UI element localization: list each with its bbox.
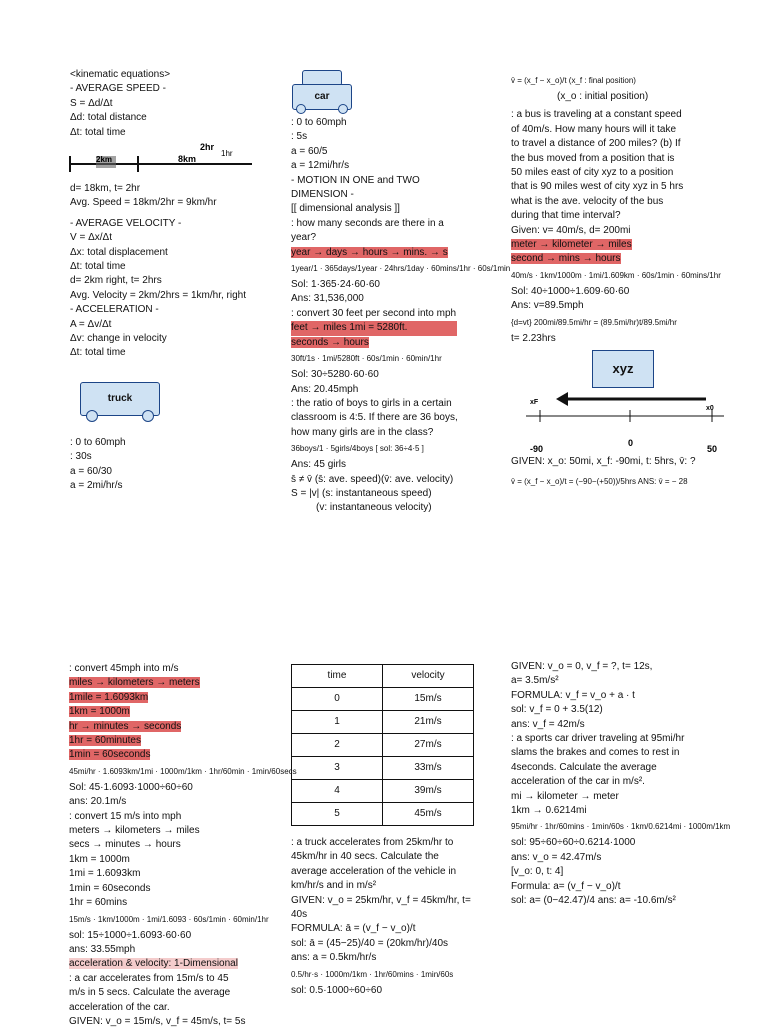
text-line: year? [291, 232, 317, 244]
text-line: Sol: 30÷5280·60·60 [291, 369, 379, 381]
formula-line: (x_o : initial position) [557, 91, 649, 102]
text-line: acceleration of the car in m/s². [511, 776, 645, 788]
text-line: 40s [291, 909, 308, 921]
text-line: : a sports car driver traveling at 95mi/hr [511, 733, 685, 745]
table-cell: 5 [292, 803, 383, 826]
table-cell: 39m/s [383, 780, 474, 803]
text-line: S = Δd/Δt [70, 97, 113, 109]
highlight-text: hr → minutes → seconds [69, 720, 182, 732]
text-line: : convert 45mph into m/s [69, 663, 179, 674]
tick-label: 50 [707, 444, 718, 454]
text-line: meters → kilometers → miles [69, 825, 200, 837]
text-line: classroom is 4:5. If there are 36 boys, [291, 412, 458, 424]
text-line: Sol: 45·1.6093·1000÷60÷60 [69, 781, 193, 793]
xf-label: xF [530, 399, 539, 406]
text-line: ans: 20.1m/s [69, 796, 127, 808]
text-line: ans: a = 0.5km/hr/s [291, 952, 377, 964]
text-line: Δx: total displacement [70, 246, 168, 258]
text-line: - MOTION IN ONE and TWO [291, 174, 420, 186]
text-line: 1hr = 60mins [69, 897, 128, 909]
table-cell: 0 [292, 688, 383, 711]
highlight-text: meter → kilometer → miles [511, 239, 632, 251]
truck-label: truck [80, 382, 160, 416]
text-line: : 5s [291, 131, 308, 143]
text-line: GIVEN: v_o = 25km/hr, v_f = 45km/hr, t= [291, 894, 471, 906]
text-line: : convert 15 m/s into mph [69, 810, 182, 822]
label-8km: 8km [178, 154, 197, 164]
text-line: km/hr/s and in m/s² [291, 880, 377, 892]
text-line: acceleration of the car. [69, 1001, 170, 1013]
text-line: : 30s [70, 451, 92, 463]
fraction-line: 30ft/1s · 1mi/5280ft · 60s/1min · 60min/1hr [291, 354, 442, 364]
fraction-line: {d=vt} 200mi/89.5mi/hr = (89.5mi/hr)t/89.5mi/hr [511, 317, 677, 327]
table-cell: 3 [292, 757, 383, 780]
text-line: d= 18km, t= 2hr [70, 183, 141, 194]
text-line: Ans: 31,536,000 [291, 293, 364, 305]
text-line: sol: 0.5·1000÷60÷60 [291, 984, 383, 996]
text-line: what is the ave. velocity of the bus [511, 195, 664, 207]
table-cell: 1 [292, 711, 383, 734]
text-line: 45km/hr in 40 secs. Calculate the [291, 851, 439, 863]
text-line: Ans: 45 girls [291, 459, 347, 471]
text-line: : how many seconds are there in a [291, 217, 444, 229]
text-line: 1km → 0.6214mi [511, 805, 587, 817]
city-xyz-box: xyz [592, 350, 654, 388]
text-line: sol: a= (0−42.47)/4 ans: a= -10.6m/s² [511, 895, 676, 907]
text-line: Δt: total time [70, 261, 126, 273]
wheel-icon [296, 104, 306, 114]
text-line: S = |v| (s: instantaneous speed) [291, 487, 432, 499]
text-line: a = 12mi/hr/s [291, 160, 350, 172]
table-header-row [292, 665, 474, 688]
col1-mid [70, 182, 246, 361]
text-line: : 0 to 60mph [70, 437, 126, 448]
fraction-line: 45mi/hr · 1.6093km/1mi · 1000m/1km · 1hr/60min · 1min/60secs [69, 766, 297, 776]
text-line: secs → minutes → hours [69, 839, 181, 851]
table-row [292, 803, 474, 826]
text-line: V = Δx/Δt [70, 232, 112, 244]
highlight-text: 1min = 60seconds [69, 749, 151, 761]
text-line: mi → kilometer → meter [511, 790, 619, 802]
text-line: 1km = 1000m [69, 853, 130, 865]
table-cell: 27m/s [383, 734, 474, 757]
text-line: Given: v= 40m/s, d= 200mi [511, 224, 631, 236]
highlight-text: feet → miles 1mi = 5280ft. [291, 321, 457, 335]
table-cell: 45m/s [383, 803, 474, 826]
text-line: GIVEN: v_o = 15m/s, v_f = 45m/s, t= 5s [69, 1015, 246, 1027]
text-line: Δv: change in velocity [70, 333, 167, 345]
text-line: a = 60/5 [291, 145, 328, 157]
highlight-text: seconds → hours [291, 336, 369, 348]
col4-text [69, 662, 297, 1029]
table-row [292, 711, 474, 734]
text-line: a = 60/30 [70, 465, 112, 477]
wheel-icon [142, 410, 154, 422]
text-line: the bus moved from a position that is [511, 152, 675, 164]
text-line: Formula: a= (v_f − v_o)/t [511, 880, 621, 892]
xo-label: x0 [706, 405, 714, 412]
table-cell: 15m/s [383, 688, 474, 711]
text-line: [v_o: 0, t: 4] [511, 866, 564, 878]
text-line: how many girls are in the class? [291, 426, 434, 438]
text-line: : a car accelerates from 15m/s to 45 [69, 972, 229, 984]
text-line: a = 2mi/hr/s [70, 480, 123, 492]
col1-bottom [70, 436, 126, 494]
velocity-table [291, 664, 474, 826]
car-label: car [292, 84, 352, 110]
text-line: Avg. Velocity = 2km/2hrs = 1km/hr, right [70, 289, 247, 301]
text-line: Avg. Speed = 18km/2hr = 9km/hr [70, 197, 217, 209]
text-line: d= 2km right, t= 2hrs [70, 275, 162, 287]
text-line: 4seconds. Calculate the average [511, 761, 657, 773]
text-line: Δd: total distance [70, 112, 147, 124]
text-line: Δt: total time [70, 347, 126, 359]
table-header: velocity [383, 665, 474, 688]
text-line: average acceleration of the vehicle in [291, 865, 457, 877]
fraction-line: 40m/s · 1km/1000m · 1mi/1.609km · 60s/1min · 60mins/1hr [511, 270, 721, 280]
label-2hr: 2hr [200, 142, 215, 152]
fraction-line: 1year/1 · 365days/1year · 24hrs/1day · 60mins/1hr · 60s/1min [291, 264, 511, 274]
text-line: sol: 15÷1000÷1.6093·60·60 [69, 929, 192, 941]
col1-top [70, 68, 170, 140]
car-illustration [292, 70, 352, 118]
text-line: ans: 33.55mph [69, 943, 136, 955]
text-line: Ans: 20.45mph [291, 383, 359, 395]
table-row [292, 780, 474, 803]
highlight-text: 1km = 1000m [69, 706, 130, 718]
highlight-text: year → days → hours → mins. → s [291, 246, 448, 258]
text-line: A = Δv/Δt [70, 318, 112, 330]
text-line: that is 90 miles west of city xyz in 5 hrs [511, 181, 684, 193]
text-line: Sol: 40÷1000÷1.609·60·60 [511, 285, 630, 297]
text-line: Ans: v=89.5mph [511, 300, 584, 312]
table-cell: 4 [292, 780, 383, 803]
table-row [292, 688, 474, 711]
text-line: : 0 to 60mph [291, 117, 347, 128]
col5-text [291, 836, 491, 998]
text-line: (v: instantaneous velocity) [291, 502, 432, 514]
wheel-icon [338, 104, 348, 114]
text-line: FORMULA: ā = (v_f − v_o)/t [291, 923, 416, 935]
highlight-text: acceleration & velocity: 1-Dimensional [69, 958, 238, 970]
col3-given [511, 455, 696, 491]
text-line: sol: v_f = 0 + 3.5(12) [511, 704, 603, 716]
highlight-text: second → mins → hours [511, 253, 621, 265]
text-line: a= 3.5m/s² [511, 675, 559, 687]
highlight-text: miles → kilometers → meters [69, 677, 200, 689]
col2-text [291, 116, 511, 516]
fraction-line: 95mi/hr · 1hr/60mins · 1min/60s · 1km/0.6214mi · 1000m/1km [511, 822, 731, 832]
highlight-text: 1hr = 60minutes [69, 735, 141, 747]
col3-text [511, 72, 721, 346]
text-line: <kinematic equations> [70, 69, 171, 80]
tick-label: -90 [530, 444, 544, 454]
text-line: - AVERAGE VELOCITY - [70, 217, 182, 229]
text-line: 1mi = 1.6093km [69, 868, 141, 880]
text-line: GIVEN: x_o: 50mi, x_f: -90mi, t: 5hrs, v̄: ? [511, 456, 696, 467]
text-line: ans: v_f = 42m/s [511, 718, 585, 730]
text-line: 50 miles east of city xyz to a position [511, 167, 674, 179]
text-line: Sol: 1·365·24·60·60 [291, 279, 380, 291]
text-line: DIMENSION - [291, 189, 354, 201]
distance-diagram [66, 140, 256, 180]
text-line: : a bus is traveling at a constant speed [511, 109, 682, 121]
text-line: - ACCELERATION - [70, 304, 159, 316]
table-cell: 33m/s [383, 757, 474, 780]
text-line: : the ratio of boys to girls in a certain [291, 397, 452, 409]
table-cell: 21m/s [383, 711, 474, 734]
truck-illustration [80, 382, 164, 424]
table-row [292, 757, 474, 780]
text-line: Δt: total time [70, 126, 126, 138]
highlight-text: 1mile = 1.6093km [69, 691, 149, 703]
col6-text [511, 660, 731, 909]
fraction-line: 15m/s · 1km/1000m · 1mi/1.6093 · 60s/1min · 60min/1hr [69, 914, 269, 924]
text-line: : convert 30 feet per second into mph [291, 307, 457, 319]
wheel-icon [86, 410, 98, 422]
text-line: m/s in 5 secs. Calculate the average [69, 987, 231, 999]
table-row [292, 734, 474, 757]
text-line: [[ dimensional analysis ]] [291, 203, 400, 215]
text-line: to travel a distance of 200 miles? (b) If [511, 138, 681, 150]
text-line: sol: 95÷60÷60÷0.6214·1000 [511, 837, 636, 849]
text-line: of 40m/s. How many hours will it take [511, 123, 677, 135]
formula-line: v̄ = (x_f − x_o)/t (x_f : final position) [511, 76, 636, 85]
text-line: : a truck accelerates from 25km/hr to [291, 837, 454, 848]
fraction-line: 36boys/1 · 5girls/4boys [ sol: 36÷4·5 ] [291, 444, 424, 454]
label-1hr: 1hr [221, 149, 233, 158]
text-line: slams the brakes and comes to rest in [511, 747, 680, 759]
text-line: - AVERAGE SPEED - [70, 83, 166, 95]
number-line-diagram [520, 388, 730, 458]
text-line: ans: v_o = 42.47m/s [511, 851, 602, 863]
tick-label: 0 [628, 438, 634, 448]
table-header: time [292, 665, 383, 688]
text-line: s̄ ≠ v̄ (s̄: ave. speed)(v̄: ave. velocity) [291, 473, 454, 485]
text-line: during that time interval? [511, 210, 621, 222]
text-line: 1min = 60seconds [69, 882, 151, 894]
fraction-line: 0.5/hr·s · 1000m/1km · 1hr/60mins · 1min/60s [291, 969, 454, 979]
text-line: t= 2.23hrs [511, 332, 556, 344]
text-line: sol: ā = (45−25)/40 = (20km/hr)/40s [291, 937, 449, 949]
answer-line: v̄ = (x_f − x_o)/t = (−90−(+50))/5hrs ANS: v̄ = − 28 [511, 477, 688, 487]
arrow-left-icon [556, 392, 568, 406]
text-line: GIVEN: v_o = 0, v_f = ?, t= 12s, [511, 661, 653, 672]
table-cell: 2 [292, 734, 383, 757]
text-line: FORMULA: v_f = v_o + a · t [511, 689, 635, 701]
label-2km: 2km [96, 155, 113, 164]
